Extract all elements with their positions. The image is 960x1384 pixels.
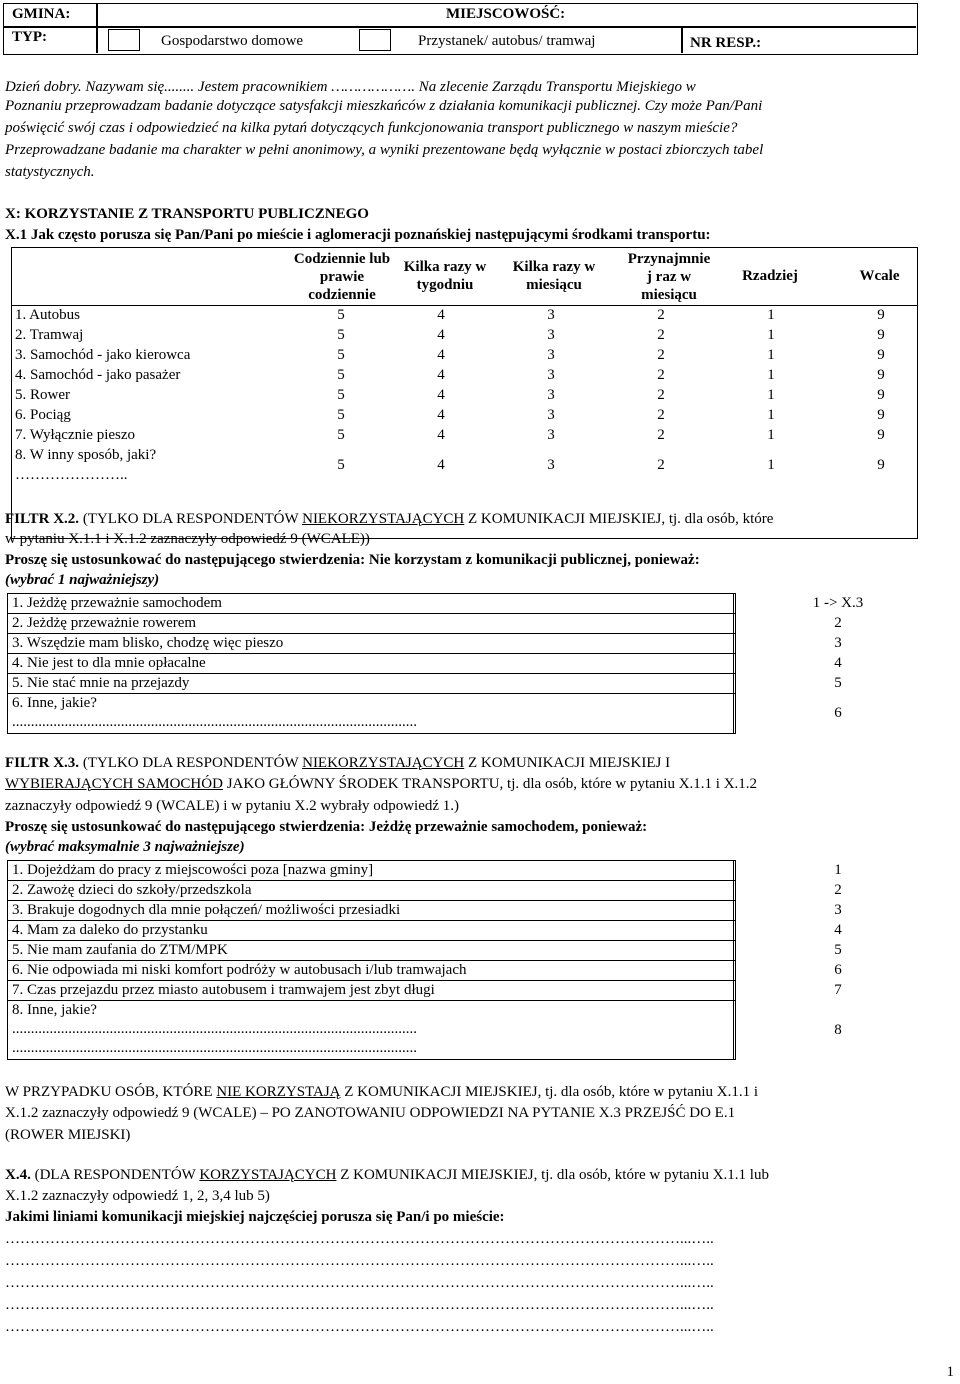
skip-note-underlined: NIE KORZYSTAJĄ (216, 1084, 341, 1100)
row-label: 8. W inny sposób, jaki? (15, 447, 157, 463)
x4-line2: X.1.2 zaznaczyły odpowiedź 1, 2, 3,4 lub 5) (5, 1188, 270, 1204)
answer-code[interactable]: 5 (337, 307, 345, 323)
option-row[interactable] (8, 673, 842, 692)
answer-code[interactable]: 3 (547, 367, 555, 383)
filtr-x2-line1 (5, 510, 773, 529)
intro-line: poświęcić swój czas i odpowiedzieć na kilka pytań dotyczących funkcjonowania transport publicznego w naszym mieście? (5, 120, 738, 136)
option-row[interactable] (8, 693, 842, 733)
option-row[interactable] (8, 880, 842, 899)
option-label: 5. Nie mam zaufania do ZTM/MPK (12, 942, 228, 958)
answer-code[interactable]: 4 (437, 407, 445, 423)
option-row[interactable] (8, 960, 842, 979)
option-code: 2 (834, 615, 842, 631)
answer-code[interactable]: 2 (657, 327, 665, 343)
answer-code[interactable]: 5 (337, 407, 345, 423)
answer-code[interactable]: 9 (877, 327, 885, 343)
answer-line[interactable]: ………………………………………………………………………………………………………………………...….. (5, 1319, 714, 1335)
answer-code[interactable]: 3 (547, 307, 555, 323)
x4-underlined: KORZYSTAJĄCYCH (199, 1167, 337, 1183)
filtr-x2-options-table (7, 593, 864, 734)
household-option: Gospodarstwo domowe (161, 33, 304, 49)
option-blank[interactable]: ............................................................................................................ (12, 1021, 417, 1037)
option-code: 6 (834, 705, 842, 721)
page-number: 1 (946, 1364, 954, 1380)
stop-option: Przystanek/ autobus/ tramwaj (418, 33, 596, 49)
column-header: Przynajmnie j raz w miesiącu (627, 251, 711, 303)
skip-note-line1 (5, 1083, 758, 1102)
filtr-x3-question: Proszę się ustosunkować do następującego stwierdzenia: Jeżdżę przeważnie samochodem, ponieważ: (5, 819, 648, 835)
answer-code[interactable]: 5 (337, 387, 345, 403)
option-row[interactable] (8, 594, 864, 613)
option-row[interactable] (8, 940, 842, 959)
answer-code[interactable]: 3 (547, 327, 555, 343)
filtr-x3-underlined: NIEKORZYSTAJĄCYCH (302, 755, 465, 771)
miejscowosc-label: MIEJSCOWOŚĆ: (446, 6, 566, 22)
answer-line[interactable]: ………………………………………………………………………………………………………………………...….. (5, 1231, 714, 1247)
header-divider (4, 26, 916, 28)
option-code: 5 (834, 675, 842, 691)
section-title: X: KORZYSTANIE Z TRANSPORTU PUBLICZNEGO (5, 206, 369, 222)
answer-code[interactable]: 1 (767, 457, 775, 473)
option-row[interactable] (8, 653, 842, 672)
table-row (11, 386, 918, 406)
filtr-x3-line2 (5, 775, 757, 794)
answer-code[interactable]: 2 (657, 367, 665, 383)
filtr-x3-line3: zaznaczyły odpowiedź 9 (WCALE) i w pytaniu X.2 wybrały odpowiedź 1.) (5, 798, 460, 814)
stop-checkbox[interactable] (359, 29, 391, 51)
answer-code[interactable]: 2 (657, 307, 665, 323)
answer-code[interactable]: 4 (437, 427, 445, 443)
answer-code[interactable]: 3 (547, 457, 555, 473)
answer-code[interactable]: 4 (437, 307, 445, 323)
household-checkbox[interactable] (108, 29, 140, 51)
option-code: 4 (834, 922, 842, 938)
filtr-x2-question: Proszę się ustosunkować do następującego stwierdzenia: Nie korzystam z komunikacji publicznej, ponieważ: (5, 552, 700, 568)
answer-code[interactable]: 5 (337, 327, 345, 343)
option-row[interactable] (8, 861, 842, 880)
row-label: 3. Samochód - jako kierowca (15, 347, 191, 363)
answer-code[interactable]: 4 (437, 387, 445, 403)
skip-note-line3: (ROWER MIEJSKI) (5, 1127, 131, 1143)
filtr-x2-line2: w pytaniu X.1.1 i X.1.2 zaznaczyły odpowiedź 9 (WCALE)) (5, 531, 370, 547)
answer-code[interactable]: 1 (767, 427, 775, 443)
answer-code[interactable]: 2 (657, 457, 665, 473)
table-row (11, 326, 918, 346)
option-label: 1. Jeżdżę przeważnie samochodem (12, 595, 222, 611)
table-row (11, 426, 918, 446)
option-label: 4. Mam za daleko do przystanku (12, 922, 208, 938)
question-x1-title: X.1 Jak często porusza się Pan/Pani po mieście i aglomeracji poznańskiej następującymi środkami transportu: (5, 227, 711, 243)
option-row[interactable] (8, 920, 842, 939)
option-code: 3 (834, 902, 842, 918)
option-code: 8 (834, 1022, 842, 1038)
filtr-x2-text: Z KOMUNIKACJI MIEJSKIEJ, tj. dla osób, które (464, 511, 774, 527)
filtr-x3-underlined: WYBIERAJĄCYCH SAMOCHÓD (5, 776, 223, 792)
typ-label: TYP: (12, 29, 47, 45)
option-label: 6. Nie odpowiada mi niski komfort podróży w autobusach i/lub tramwajach (12, 962, 467, 978)
row-label: 6. Pociąg (15, 407, 71, 423)
answer-code[interactable]: 5 (337, 427, 345, 443)
x4-label: X.4. (5, 1167, 31, 1183)
answer-code[interactable]: 2 (657, 407, 665, 423)
gmina-label: GMINA: (12, 6, 71, 22)
frequency-table-header (11, 247, 918, 306)
option-code: 2 (834, 882, 842, 898)
answer-code[interactable]: 9 (877, 307, 885, 323)
row-label-blank[interactable]: ………………….. (15, 467, 128, 483)
header-box (3, 3, 918, 55)
answer-line[interactable]: ………………………………………………………………………………………………………………………...….. (5, 1275, 714, 1291)
option-code: 1 -> X.3 (812, 595, 864, 611)
option-code: 3 (834, 635, 842, 651)
answer-code[interactable]: 4 (437, 457, 445, 473)
answer-code[interactable]: 9 (877, 347, 885, 363)
filtr-x3-text: Z KOMUNIKACJI MIEJSKIEJ I (464, 755, 671, 771)
option-label: 6. Inne, jakie? (12, 695, 97, 711)
answer-code[interactable]: 1 (767, 387, 775, 403)
table-row (11, 346, 918, 366)
filtr-x3-instruction: (wybrać maksymalnie 3 najważniejsze) (5, 839, 245, 855)
answer-code[interactable]: 5 (337, 457, 345, 473)
answer-line[interactable]: ………………………………………………………………………………………………………………………...….. (5, 1253, 714, 1269)
x4-text: (DLA RESPONDENTÓW (30, 1167, 200, 1183)
option-row[interactable] (8, 1000, 842, 1059)
filtr-x2-text: (TYLKO DLA RESPONDENTÓW (79, 511, 303, 527)
row-label: 4. Samochód - jako pasażer (15, 367, 181, 383)
table-row (11, 306, 918, 326)
answer-code[interactable]: 9 (877, 427, 885, 443)
skip-note-text: W PRZYPADKU OSÓB, KTÓRE (5, 1084, 217, 1100)
option-label: 7. Czas przejazdu przez miasto autobusem i tramwajem jest zbyt długi (12, 982, 435, 998)
option-row[interactable] (8, 900, 842, 919)
answer-code[interactable]: 4 (437, 347, 445, 363)
answer-code[interactable]: 2 (657, 427, 665, 443)
option-label: 2. Jeżdżę przeważnie rowerem (12, 615, 197, 631)
column-header: Kilka razy w tygodniu (403, 259, 487, 293)
answer-code[interactable]: 3 (547, 407, 555, 423)
answer-line[interactable]: ………………………………………………………………………………………………………………………...….. (5, 1297, 714, 1313)
row-label: 1. Autobus (15, 307, 81, 323)
x4-question: Jakimi liniami komunikacji miejskiej najczęściej porusza się Pan/i po mieście: (5, 1209, 505, 1225)
intro-line: statystycznych. (5, 164, 95, 180)
answer-code[interactable]: 2 (657, 347, 665, 363)
filtr-x2-underlined: NIEKORZYSTAJĄCYCH (302, 511, 465, 527)
answer-code[interactable]: 3 (547, 387, 555, 403)
answer-code[interactable]: 1 (767, 407, 775, 423)
option-label: 8. Inne, jakie? (12, 1002, 97, 1018)
answer-code[interactable]: 2 (657, 387, 665, 403)
option-code: 4 (834, 655, 842, 671)
option-row[interactable] (8, 980, 842, 999)
option-code: 6 (834, 962, 842, 978)
filtr-x2-label: FILTR X.2. (5, 511, 80, 527)
table-row (11, 446, 918, 486)
answer-code[interactable]: 3 (547, 427, 555, 443)
filtr-x3-text: (TYLKO DLA RESPONDENTÓW (79, 755, 303, 771)
table-row (11, 406, 918, 426)
filtr-x3-text: JAKO GŁÓWNY ŚRODEK TRANSPORTU, tj. dla osób, które w pytaniu X.1.1 i X.1.2 (222, 776, 758, 792)
answer-code[interactable]: 5 (337, 347, 345, 363)
header-divider (96, 4, 98, 53)
option-code: 1 (834, 862, 842, 878)
option-code: 5 (834, 942, 842, 958)
skip-note-text: Z KOMUNIKACJI MIEJSKIEJ, tj. dla osób, które w pytaniu X.1.1 i (340, 1084, 758, 1100)
option-label: 3. Wszędzie mam blisko, chodzę więc pieszo (12, 635, 284, 651)
row-label: 5. Rower (15, 387, 70, 403)
intro-line: Przeprowadzane badanie ma charakter w pełni anonimowy, a wyniki prezentowane będą wyłącznie w postaci zbiorczych tabel (5, 142, 764, 158)
answer-code[interactable]: 9 (877, 367, 885, 383)
row-label: 2. Tramwaj (15, 327, 84, 343)
answer-code[interactable]: 1 (767, 367, 775, 383)
header-divider (681, 27, 683, 53)
option-blank[interactable]: ............................................................................................................ (12, 1040, 417, 1056)
nr-resp-label: NR RESP.: (690, 35, 762, 51)
x4-line1 (5, 1166, 769, 1185)
answer-code[interactable]: 4 (437, 367, 445, 383)
column-header: Rzadziej (742, 268, 798, 284)
answer-code[interactable]: 3 (547, 347, 555, 363)
column-header: Wcale (859, 268, 900, 284)
option-blank[interactable]: ............................................................................................................ (12, 714, 417, 730)
column-header: Kilka razy w miesiącu (512, 259, 596, 293)
option-label: 5. Nie stać mnie na przejazdy (12, 675, 190, 691)
intro-paragraph (5, 78, 955, 182)
x4-text: Z KOMUNIKACJI MIEJSKIEJ, tj. dla osób, które w pytaniu X.1.1 lub (336, 1167, 769, 1183)
option-row[interactable] (8, 633, 842, 652)
answer-code[interactable]: 9 (877, 457, 885, 473)
intro-line: Poznaniu przeprowadzam badanie dotyczące satysfakcji mieszkańców z działania komunikacji publicznej. Czy może Pan/Pani (5, 98, 763, 114)
row-label: 7. Wyłącznie pieszo (15, 427, 136, 443)
filtr-x2-instruction: (wybrać 1 najważniejszy) (5, 572, 160, 588)
answer-code[interactable]: 9 (877, 387, 885, 403)
answer-code[interactable]: 1 (767, 327, 775, 343)
intro-line: Dzień dobry. Nazywam się........ Jestem pracownikiem ………………. Na zlecenie Zarządu Transportu Miejskiego w (5, 79, 696, 95)
option-label: 2. Zawożę dzieci do szkoły/przedszkola (12, 882, 252, 898)
filtr-x3-label: FILTR X.3. (5, 755, 80, 771)
answer-code[interactable]: 1 (767, 347, 775, 363)
filtr-x3-line1 (5, 754, 670, 773)
answer-code[interactable]: 1 (767, 307, 775, 323)
option-label: 1. Dojeżdżam do pracy z miejscowości poza [nazwa gminy] (12, 862, 374, 878)
answer-code[interactable]: 5 (337, 367, 345, 383)
skip-note-line2: X.1.2 zaznaczyły odpowiedź 9 (WCALE) – PO ZANOTOWANIU ODPOWIEDZI NA PYTANIE X.3 PRZEJŚĆ DO E.1 (5, 1105, 736, 1121)
option-code: 7 (834, 982, 842, 998)
table-row (11, 366, 918, 386)
answer-code[interactable]: 4 (437, 327, 445, 343)
column-header: Codziennie lub prawie codziennie (293, 251, 391, 303)
filtr-x3-options-table (7, 860, 842, 1060)
option-label: 3. Brakuje dogodnych dla mnie połączeń/ możliwości przesiadki (12, 902, 401, 918)
option-row[interactable] (8, 613, 842, 632)
option-label: 4. Nie jest to dla mnie opłacalne (12, 655, 206, 671)
answer-code[interactable]: 9 (877, 407, 885, 423)
